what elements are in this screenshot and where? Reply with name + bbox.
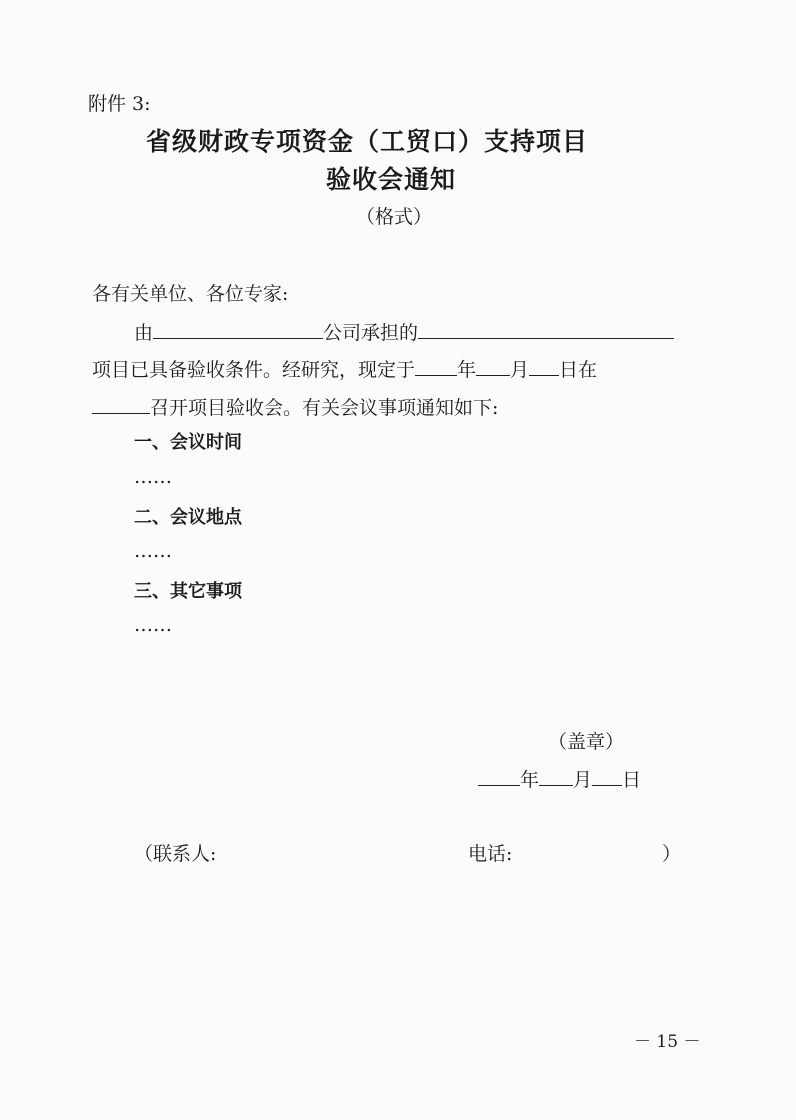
seal-day-text: 日 [622, 769, 642, 791]
year-blank [415, 357, 457, 376]
section-heading-other: 三、其它事项 [134, 581, 242, 602]
body-line-2 [92, 357, 597, 382]
from-text: 由 [134, 322, 154, 344]
month-text: 月 [510, 359, 530, 381]
page-number: － 15 － [634, 1032, 701, 1052]
seal-label: （盖章） [548, 731, 625, 753]
body-line-3-text: 召开项目验收会。有关会议事项通知如下: [150, 397, 499, 419]
seal-date [478, 767, 641, 792]
subtitle: （格式） [356, 206, 433, 228]
year-text: 年 [457, 359, 477, 381]
section-heading-location: 二、会议地点 [134, 507, 242, 528]
project-name-blank [418, 320, 674, 339]
section-heading-time: 一、会议时间 [134, 432, 242, 453]
title-line-2: 验收会通知 [326, 165, 457, 194]
seal-month-text: 月 [573, 769, 593, 791]
seal-year-text: 年 [520, 769, 540, 791]
section-content-location: …… [134, 540, 172, 562]
day-blank [529, 357, 559, 376]
seal-day-blank [592, 767, 622, 786]
venue-blank [92, 395, 150, 414]
section-content-time: …… [134, 466, 172, 488]
day-at-text: 日在 [559, 359, 598, 381]
seal-month-blank [539, 767, 573, 786]
company-suffix-text: 公司承担的 [323, 322, 419, 344]
contact-person: （联系人: [134, 843, 217, 865]
contact-phone: 电话: [468, 843, 513, 865]
contact-close: ） [662, 843, 682, 865]
salutation: 各有关单位、各位专家: [92, 283, 289, 305]
seal-year-blank [478, 767, 520, 786]
section-content-other: …… [134, 614, 172, 636]
body-line-3 [92, 395, 498, 420]
company-blank [153, 320, 323, 339]
body-line-2-text: 项目已具备验收条件。经研究，现定于 [92, 359, 416, 381]
month-blank [476, 357, 510, 376]
title-line-1: 省级财政专项资金（工贸口）支持项目 [146, 127, 589, 156]
attachment-label: 附件 3: [88, 93, 151, 115]
body-line-1 [134, 320, 674, 345]
